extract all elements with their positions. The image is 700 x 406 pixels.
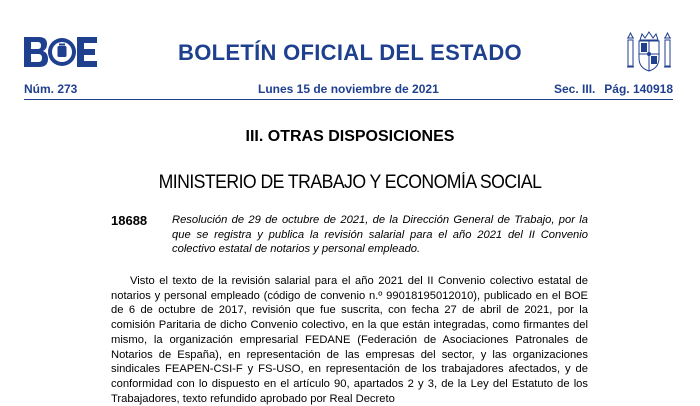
body-paragraph: Visto el texto de la revisión salarial para el año 2021 del II Convenio colectivo estatal de notarios y personal empleado (código de convenio n.º 99018195012010), publicado en el BOE de 6 de octubre de 2017, revisión que fue suscrita, con fecha 27 de abril de 2021, por la comisión Paritaria de dicho Convenio colectivo, en la que están integradas, como firmantes del mismo, la organización empresarial FEDANE (Federación de Asociaciones Patronales de Notarios de España), en representación de las empresas del sector, y las organizaciones sindicales FEAPEN-CSI-F y FS-USO, en representación de los trabajadores afectados, y de conformidad con lo dispuesto en el artículo 90, apartados 2 y 3, de la Ley del Estatuto de los Trabajadores, texto refundido aprobado por Real Decreto	[111, 275, 588, 405]
publication-title: BOLETÍN OFICIAL DEL ESTADO	[178, 40, 522, 65]
section-heading: III. OTRAS DISPOSICIONES	[245, 128, 455, 145]
coat-of-arms-icon	[625, 30, 673, 74]
ministry-heading: MINISTERIO DE TRABAJO Y ECONOMÍA SOCIAL	[158, 172, 542, 193]
issue-number: Núm. 273	[24, 82, 78, 96]
page-number: Pág. 140918	[604, 82, 673, 96]
section-label: Sec. III.	[554, 82, 596, 96]
document-title: Resolución de 29 de octubre de 2021, de la Dirección General de Trabajo, por la que se registra y publica la revisión salarial para el año 2021 del II Convenio colectivo estatal de notarios y personal empleado.	[172, 214, 588, 255]
document-number: 18688	[111, 213, 148, 228]
header-divider	[24, 99, 673, 100]
issue-meta-line	[24, 82, 673, 98]
issue-date: Lunes 15 de noviembre de 2021	[258, 82, 439, 96]
